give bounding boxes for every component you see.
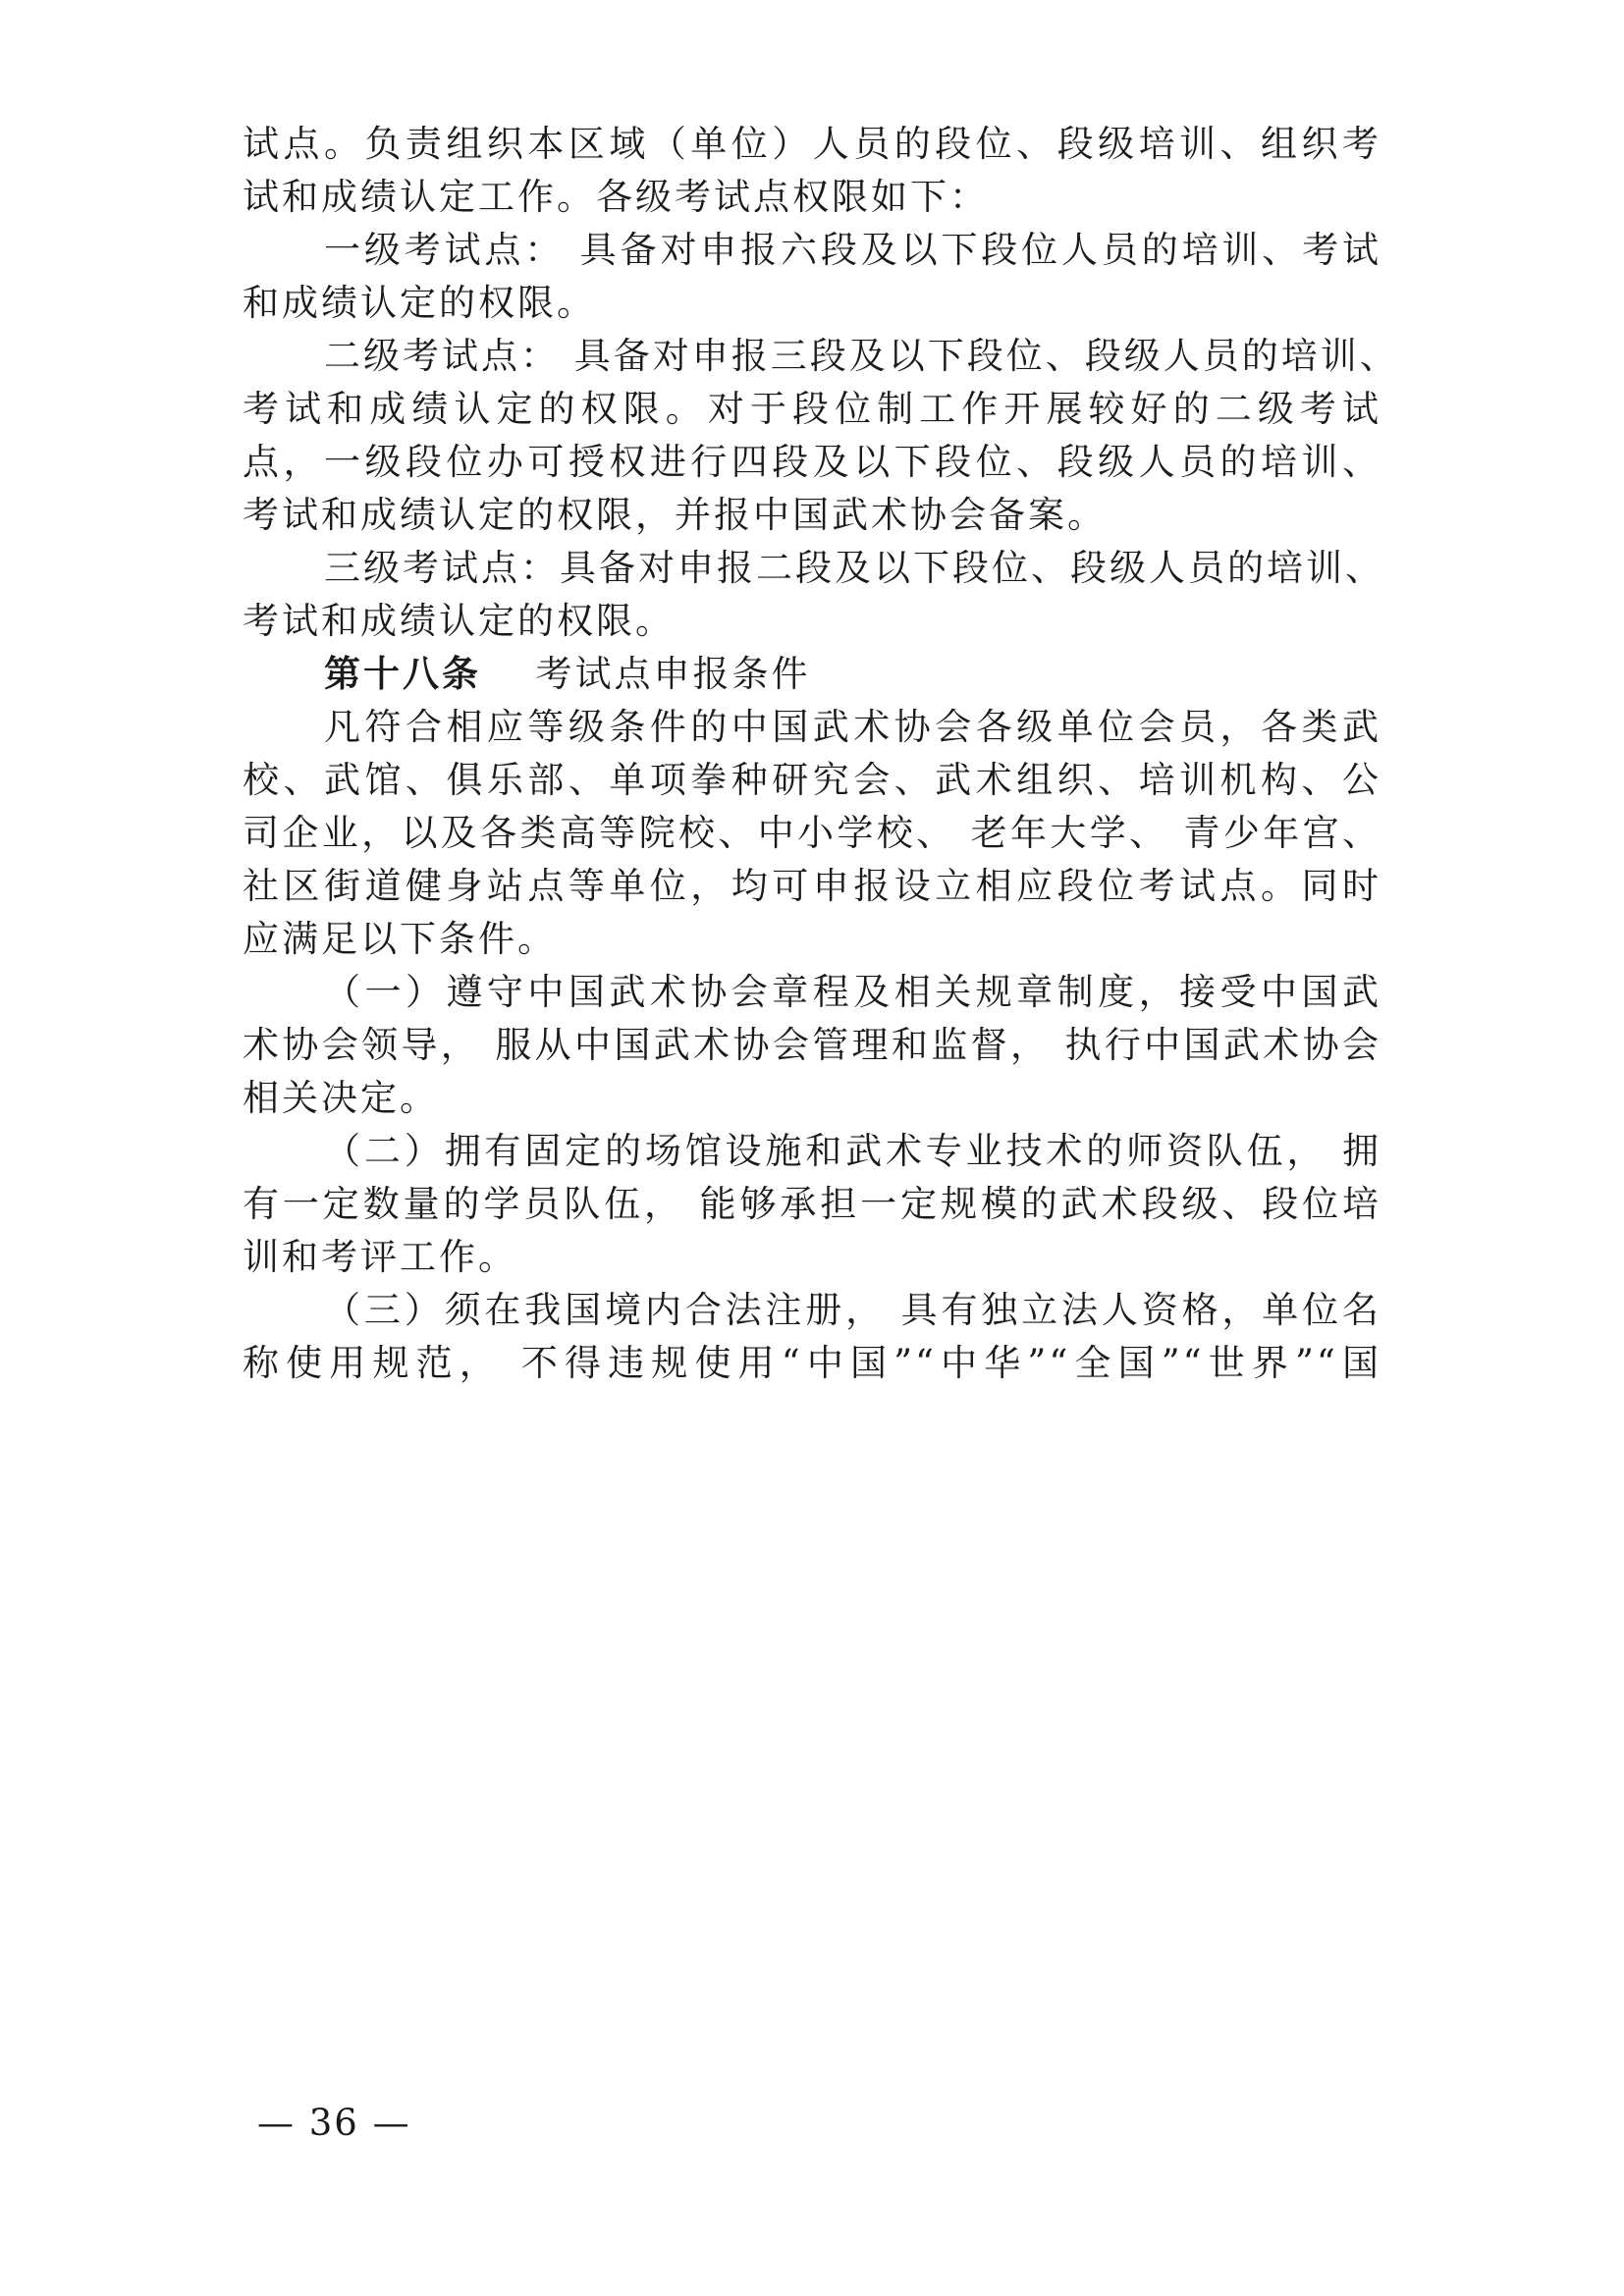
paragraph-line: （一）遵守中国武术协会章程及相关规章制度，接受中国武	[324, 971, 1381, 1013]
paragraph-line: 有一定数量的学员队伍， 能够承担一定规模的武术段级、段位培	[243, 1183, 1381, 1225]
paragraph-line: 司企业，以及各类高等院校、中小学校、 老年大学、 青少年宫、	[243, 812, 1381, 854]
paragraph-line: 和成绩认定的权限。	[243, 282, 596, 324]
paragraph-line: 训和考评工作。	[243, 1236, 517, 1278]
paragraph-line: （二）拥有固定的场馆设施和武术专业技术的师资队伍， 拥	[324, 1130, 1381, 1172]
paragraph-line: 二级考试点： 具备对申报三段及以下段位、段级人员的培训、	[324, 335, 1399, 377]
paragraph-line: 社区街道健身站点等单位，均可申报设立相应段位考试点。同时	[243, 865, 1381, 907]
paragraph-line: 考试和成绩认定的权限，并报中国武术协会备案。	[243, 494, 1107, 536]
article-number: 第十八条	[324, 653, 481, 695]
paragraph-line: 考试和成绩认定的权限。	[243, 600, 675, 642]
paragraph-line: 应满足以下条件。	[243, 918, 557, 960]
article-title: 考试点申报条件	[535, 653, 811, 695]
paragraph-line: （三）须在我国境内合法注册， 具有独立法人资格，单位名	[324, 1289, 1381, 1331]
paragraph-line: 试点。负责组织本区域（单位）人员的段位、段级培训、组织考	[243, 123, 1381, 165]
paragraph-line: 考试和成绩认定的权限。对于段位制工作开展较好的二级考试	[243, 388, 1381, 430]
paragraph-line: 一级考试点： 具备对申报六段及以下段位人员的培训、考试	[324, 229, 1381, 271]
paragraph-line: 试和成绩认定工作。各级考试点权限如下：	[243, 176, 989, 218]
paragraph-line: 相关决定。	[243, 1077, 439, 1119]
paragraph-line: 凡符合相应等级条件的中国武术协会各级单位会员，各类武	[324, 706, 1381, 748]
article-heading	[324, 650, 811, 699]
paragraph-line: 三级考试点：具备对申报二段及以下段位、段级人员的培训、	[324, 547, 1384, 589]
paragraph-line: 点，一级段位办可授权进行四段及以下段位、段级人员的培训、	[243, 441, 1381, 483]
page-number: — 36 —	[257, 2102, 411, 2144]
paragraph-line: 校、武馆、俱乐部、单项拳种研究会、武术组织、培训机构、公	[243, 759, 1381, 801]
paragraph-line: 术协会领导， 服从中国武术协会管理和监督， 执行中国武术协会	[243, 1024, 1381, 1066]
paragraph-line: 称使用规范， 不得违规使用“中国”“中华”“全国”“世界”“国	[243, 1342, 1381, 1384]
